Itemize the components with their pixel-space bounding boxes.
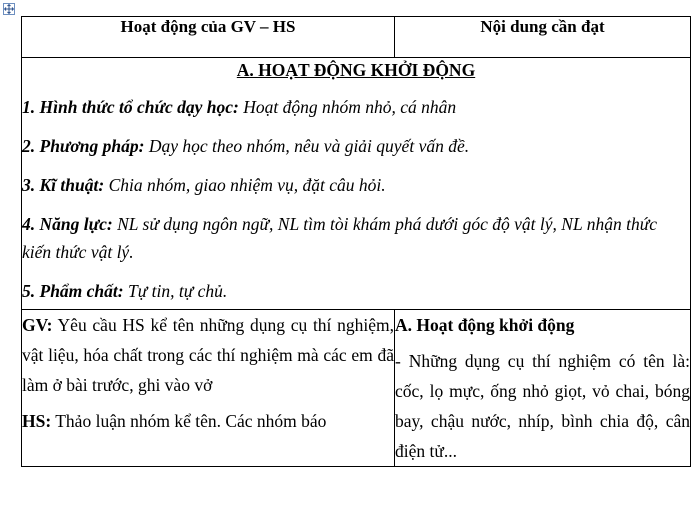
intro-item-competence — [22, 210, 690, 266]
intro-item-text: Hoạt động nhóm nhỏ, cá nhân — [238, 97, 457, 117]
intro-item-text: Tự tin, tự chủ. — [123, 281, 228, 301]
intro-item-label: 4. Năng lực: — [22, 214, 113, 234]
table-move-handle-icon[interactable] — [3, 3, 15, 15]
intro-item-label: 1. Hình thức tổ chức dạy học: — [22, 97, 239, 117]
header-content: Nội dung cần đạt — [395, 17, 691, 58]
intro-item-label: 5. Phẩm chất: — [22, 281, 124, 301]
intro-row — [22, 58, 691, 310]
hs-label: HS: — [22, 411, 52, 431]
header-row — [22, 17, 691, 58]
section-title: A. HOẠT ĐỘNG KHỞI ĐỘNG — [236, 60, 476, 80]
intro-item-quality — [22, 277, 690, 305]
right-heading — [395, 310, 690, 340]
intro-item-technique — [22, 171, 690, 199]
right-heading-text: A. Hoạt động khởi động — [395, 315, 575, 335]
intro-item-text: Dạy học theo nhóm, nêu và giải quyết vấn đề. — [144, 136, 470, 156]
intro-item-text: NL sử dụng ngôn ngữ, NL tìm tòi khám phá dưới góc độ vật lý, NL nhận thức kiến thức vật lý. — [22, 214, 658, 262]
header-teacher-student: Hoạt động của GV – HS — [22, 17, 395, 58]
right-text: - Những dụng cụ thí nghiệm có tên là: cốc, lọ mực, ống nhỏ giọt, vỏ chai, bóng bay, chậu nước, nhíp, bình chia độ, cân điện tử... — [395, 351, 690, 461]
intro-cell — [22, 58, 691, 310]
gv-label: GV: — [22, 315, 53, 335]
gv-text: Yêu cầu HS kể tên những dụng cụ thí nghiệm, vật liệu, hóa chất trong các thí nghiệm mà các em đã làm ở bài trước, ghi vào vở — [22, 315, 394, 395]
hs-paragraph — [22, 406, 394, 436]
intro-item-label: 3. Kĩ thuật: — [22, 175, 105, 195]
lesson-table — [21, 16, 691, 467]
intro-item-label: 2. Phương pháp: — [22, 136, 145, 156]
intro-item-text: Chia nhóm, giao nhiệm vụ, đặt câu hỏi. — [104, 175, 386, 195]
activity-left-cell — [22, 310, 395, 467]
gv-paragraph — [22, 310, 394, 400]
intro-item-format — [22, 93, 690, 121]
hs-text: Thảo luận nhóm kể tên. Các nhóm báo — [51, 411, 327, 431]
intro-item-method — [22, 132, 690, 160]
activity-row — [22, 310, 691, 467]
activity-right-cell — [395, 310, 691, 467]
